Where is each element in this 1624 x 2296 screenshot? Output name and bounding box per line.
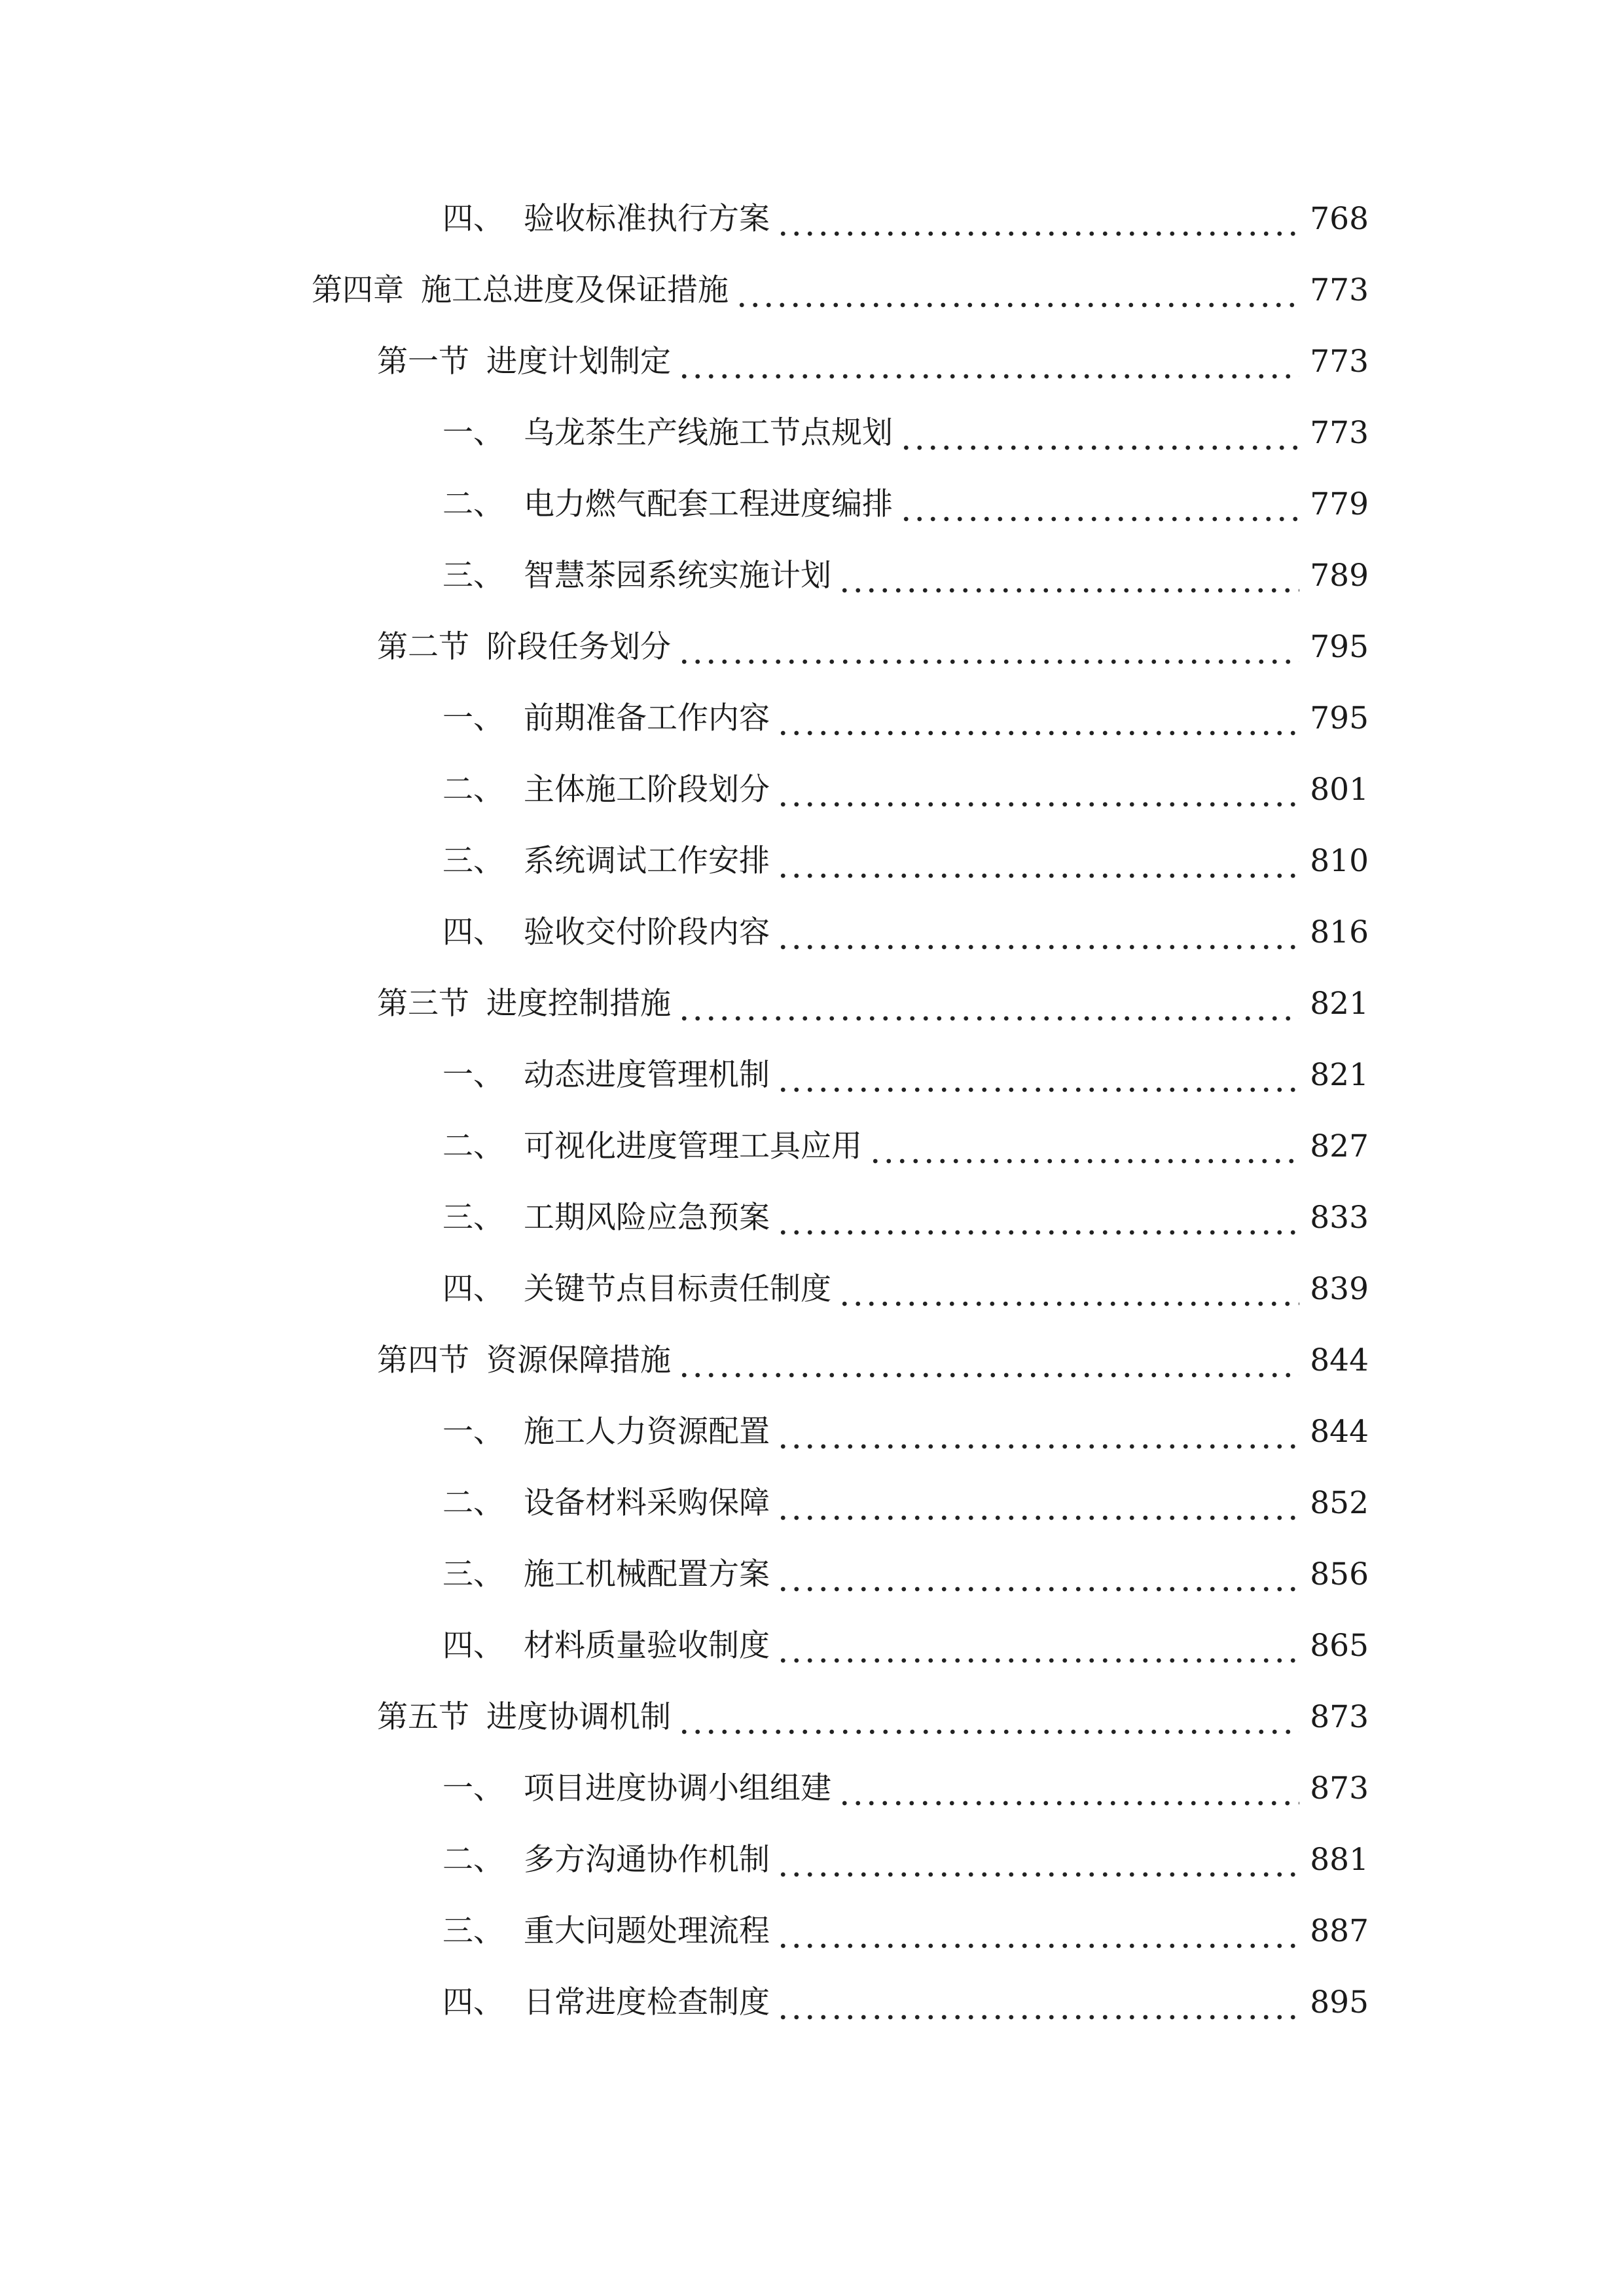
dot-leader <box>776 1477 1299 1530</box>
entry-title: 阶段任务划分 <box>486 629 671 665</box>
dot-leader <box>838 550 1299 602</box>
entry-number: 第二节 <box>377 629 469 665</box>
entry-title: 日常进度检查制度 <box>524 1984 770 2020</box>
dot-leader <box>776 835 1299 888</box>
entry-page-number: 833 <box>1310 1200 1369 1236</box>
entry-page-number: 768 <box>1310 201 1369 237</box>
dot-leader <box>677 1691 1299 1744</box>
entry-page-number: 773 <box>1310 415 1369 451</box>
entry-page-number: 895 <box>1310 1984 1369 2020</box>
entry-title: 前期准备工作内容 <box>524 700 770 736</box>
entry-number: 二、 <box>442 772 504 808</box>
entry-title: 进度协调机制 <box>486 1699 671 1735</box>
dot-leader <box>677 621 1299 673</box>
dot-leader <box>776 1905 1299 1958</box>
dot-leader <box>776 1049 1299 1102</box>
entry-title: 项目进度协调小组组建 <box>524 1770 831 1806</box>
entry-title: 重大问题处理流程 <box>524 1913 770 1949</box>
entry-title: 进度控制措施 <box>486 986 671 1022</box>
entry-page-number: 773 <box>1310 272 1369 308</box>
dot-leader <box>735 264 1299 317</box>
entry-title: 工期风险应急预案 <box>524 1200 770 1236</box>
entry-title: 施工机械配置方案 <box>524 1556 770 1592</box>
entry-number: 第五节 <box>377 1699 469 1735</box>
dot-leader <box>776 764 1299 816</box>
entry-number: 一、 <box>442 700 504 736</box>
entry-number: 三、 <box>442 1913 504 1949</box>
entry-page-number: 881 <box>1310 1842 1369 1878</box>
dot-leader <box>677 978 1299 1030</box>
toc-entry[interactable] <box>377 1691 1369 1744</box>
entry-page-number: 816 <box>1310 914 1369 950</box>
entry-number: 四、 <box>442 201 504 237</box>
entry-page-number: 887 <box>1310 1913 1369 1949</box>
entry-number: 一、 <box>442 1057 504 1093</box>
toc-entry[interactable] <box>442 407 1369 459</box>
toc-entry[interactable] <box>312 264 1369 317</box>
toc-entry[interactable] <box>442 1477 1369 1530</box>
toc-entry[interactable] <box>442 1834 1369 1886</box>
entry-page-number: 795 <box>1310 629 1369 665</box>
dot-leader <box>776 1620 1299 1672</box>
entry-page-number: 821 <box>1310 1057 1369 1093</box>
entry-number: 三、 <box>442 843 504 879</box>
entry-number: 一、 <box>442 415 504 451</box>
entry-number: 一、 <box>442 1770 504 1806</box>
entry-number: 四、 <box>442 1271 504 1307</box>
dot-leader <box>776 1406 1299 1458</box>
dot-leader <box>776 1192 1299 1244</box>
dot-leader <box>899 478 1299 531</box>
toc-entry[interactable] <box>442 1763 1369 1815</box>
entry-number: 二、 <box>442 1485 504 1521</box>
entry-page-number: 873 <box>1310 1770 1369 1806</box>
entry-page-number: 865 <box>1310 1628 1369 1664</box>
dot-leader <box>776 1834 1299 1886</box>
entry-page-number: 773 <box>1310 344 1369 380</box>
toc-entry[interactable] <box>442 692 1369 745</box>
entry-number: 三、 <box>442 558 504 594</box>
toc-entry[interactable] <box>442 1406 1369 1458</box>
toc-entry[interactable] <box>442 835 1369 888</box>
entry-page-number: 789 <box>1310 558 1369 594</box>
toc-entry[interactable] <box>442 1620 1369 1672</box>
entry-title: 多方沟通协作机制 <box>524 1842 770 1878</box>
entry-number: 一、 <box>442 1414 504 1450</box>
entry-title: 设备材料采购保障 <box>524 1485 770 1521</box>
entry-number: 第四章 <box>312 272 404 308</box>
entry-number: 三、 <box>442 1556 504 1592</box>
entry-title: 动态进度管理机制 <box>524 1057 770 1093</box>
entry-number: 四、 <box>442 914 504 950</box>
entry-title: 进度计划制定 <box>486 344 671 380</box>
entry-page-number: 810 <box>1310 843 1369 879</box>
dot-leader <box>776 1549 1299 1601</box>
toc-entry[interactable] <box>442 1049 1369 1102</box>
entry-title: 系统调试工作安排 <box>524 843 770 879</box>
entry-number: 二、 <box>442 1842 504 1878</box>
toc-entry[interactable] <box>442 1121 1369 1173</box>
entry-title: 施工人力资源配置 <box>524 1414 770 1450</box>
entry-title: 验收标准执行方案 <box>524 201 770 237</box>
toc-entry[interactable] <box>442 1905 1369 1958</box>
entry-page-number: 839 <box>1310 1271 1369 1307</box>
toc-entry[interactable] <box>442 1977 1369 2029</box>
toc-entry[interactable] <box>442 193 1369 245</box>
entry-title: 乌龙茶生产线施工节点规划 <box>524 415 893 451</box>
entry-number: 第一节 <box>377 344 469 380</box>
entry-title: 施工总进度及保证措施 <box>421 272 729 308</box>
toc-entry[interactable] <box>442 1192 1369 1244</box>
toc-entry[interactable] <box>442 1263 1369 1316</box>
entry-page-number: 873 <box>1310 1699 1369 1735</box>
entry-title: 材料质量验收制度 <box>524 1628 770 1664</box>
entry-page-number: 801 <box>1310 772 1369 808</box>
dot-leader <box>677 336 1299 388</box>
toc-entry[interactable] <box>442 764 1369 816</box>
entry-title: 可视化进度管理工具应用 <box>524 1128 862 1164</box>
toc-entry[interactable] <box>442 550 1369 602</box>
entry-title: 智慧茶园系统实施计划 <box>524 558 831 594</box>
toc-entry[interactable] <box>442 1549 1369 1601</box>
entry-number: 第四节 <box>377 1342 469 1378</box>
dot-leader <box>776 692 1299 745</box>
entry-page-number: 827 <box>1310 1128 1369 1164</box>
entry-page-number: 779 <box>1310 486 1369 522</box>
entry-page-number: 852 <box>1310 1485 1369 1521</box>
entry-title: 资源保障措施 <box>486 1342 671 1378</box>
dot-leader <box>838 1763 1299 1815</box>
entry-page-number: 856 <box>1310 1556 1369 1592</box>
entry-number: 二、 <box>442 486 504 522</box>
dot-leader <box>776 1977 1299 2029</box>
entry-number: 二、 <box>442 1128 504 1164</box>
dot-leader <box>776 906 1299 959</box>
entry-number: 四、 <box>442 1984 504 2020</box>
entry-title: 验收交付阶段内容 <box>524 914 770 950</box>
dot-leader <box>776 193 1299 245</box>
entry-page-number: 844 <box>1310 1414 1369 1450</box>
toc-entry[interactable] <box>442 906 1369 959</box>
entry-page-number: 795 <box>1310 700 1369 736</box>
dot-leader <box>899 407 1299 459</box>
entry-number: 第三节 <box>377 986 469 1022</box>
toc-entry[interactable] <box>442 478 1369 531</box>
entry-title: 电力燃气配套工程进度编排 <box>524 486 893 522</box>
entry-title: 关键节点目标责任制度 <box>524 1271 831 1307</box>
entry-page-number: 844 <box>1310 1342 1369 1378</box>
entry-title: 主体施工阶段划分 <box>524 772 770 808</box>
dot-leader <box>869 1121 1299 1173</box>
entry-number: 四、 <box>442 1628 504 1664</box>
toc-entry[interactable] <box>377 621 1369 673</box>
entry-number: 三、 <box>442 1200 504 1236</box>
toc-entry[interactable] <box>377 978 1369 1030</box>
dot-leader <box>677 1335 1299 1387</box>
toc-entry[interactable] <box>377 1335 1369 1387</box>
toc-entry[interactable] <box>377 336 1369 388</box>
dot-leader <box>838 1263 1299 1316</box>
entry-page-number: 821 <box>1310 986 1369 1022</box>
